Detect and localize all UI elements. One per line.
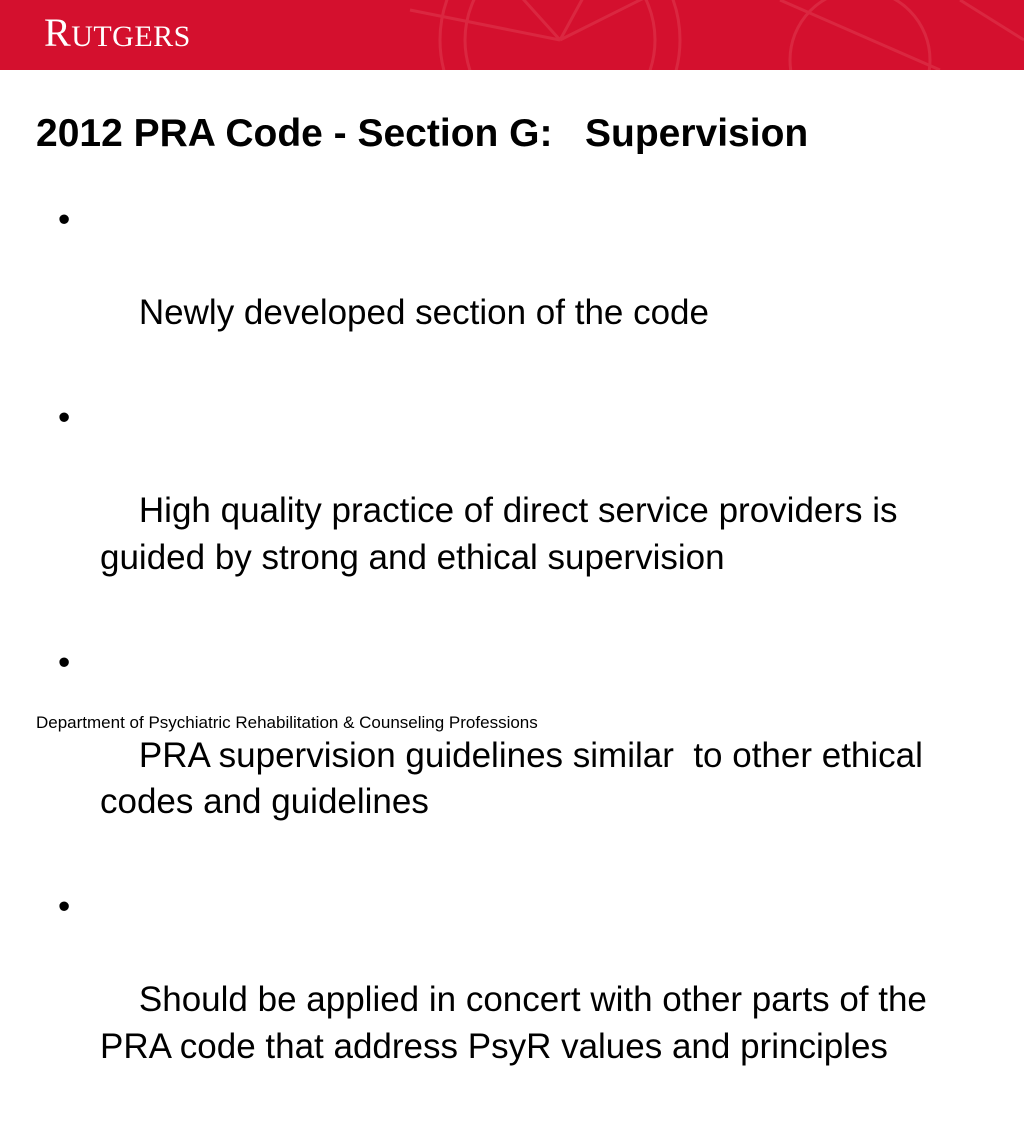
bullet-item — [56, 884, 976, 1117]
slide-title: 2012 PRA Code - Section G: Supervision — [36, 112, 809, 155]
header-banner — [0, 0, 1024, 70]
bullet-marker: • — [58, 398, 71, 437]
bullet-text: Newly developed section of the code — [138, 293, 709, 332]
bullet-text: PRA supervision guidelines similar to other ethical codes and guidelines — [100, 735, 933, 821]
rutgers-logo: RUTGERS — [44, 10, 191, 55]
bullet-text: Should be applied in concert with other parts of the PRA code that address PsyR values and principles — [100, 980, 937, 1066]
bullet-marker: • — [58, 642, 71, 682]
bullet-text: High quality practice of direct service providers is guided by strong and ethical supervision — [100, 491, 908, 577]
bullet-marker: • — [58, 200, 71, 239]
bullet-item — [56, 640, 976, 873]
bullet-list — [56, 197, 976, 1129]
bullet-marker: • — [58, 887, 71, 926]
bullet-item — [56, 395, 976, 628]
footer-department: Department of Psychiatric Rehabilitation & Counseling Professions — [36, 713, 538, 732]
bullet-item — [56, 197, 976, 383]
